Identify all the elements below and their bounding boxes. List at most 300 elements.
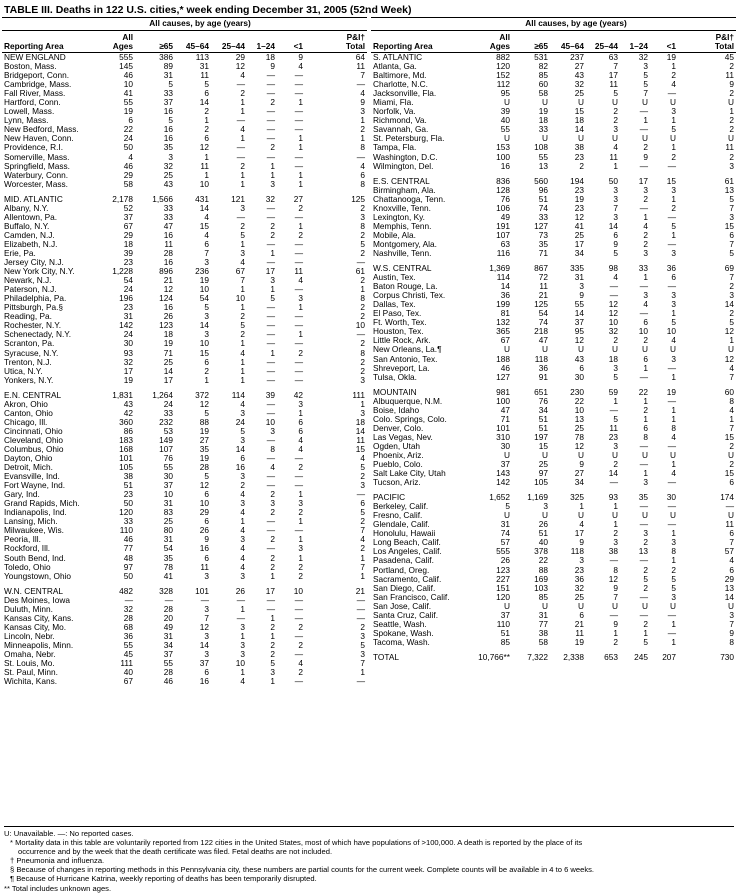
all-ages-cell: 57 <box>500 537 510 548</box>
age-lt1-cell: 1 <box>671 413 677 424</box>
all-ages-cell: 5 <box>505 501 510 512</box>
all-ages-cell: 43 <box>123 398 133 409</box>
age-65plus-cell: 103 <box>534 582 548 593</box>
age-65plus-cell: 89 <box>163 61 173 72</box>
age-lt1-cell: 3 <box>671 353 677 364</box>
age-25-44-cell: 2 <box>613 528 618 539</box>
age-45-64-cell: 9 <box>204 534 209 545</box>
age-1-24-cell: — <box>266 365 275 376</box>
age-lt1-cell: — <box>667 160 677 171</box>
age-1-24-cell: — <box>266 525 275 536</box>
age-65plus-cell: 26 <box>163 311 173 322</box>
age-25-44-cell: 5 <box>613 371 618 382</box>
age-45-64-cell: 194 <box>570 175 584 186</box>
age-45-64-cell: 55 <box>574 299 584 310</box>
all-ages-cell: 151 <box>496 582 510 593</box>
all-ages-cell: 74 <box>500 528 510 539</box>
age-1-24-cell: 2 <box>270 220 275 231</box>
all-ages-cell: U <box>504 133 510 144</box>
age-45-64-cell: 25 <box>574 591 584 602</box>
age-65plus-cell: 218 <box>534 326 548 337</box>
age-65plus-cell: U <box>542 133 548 144</box>
all-ages-cell: 24 <box>123 284 133 295</box>
age-lt1-cell: 2 <box>298 621 304 632</box>
pi-total-cell: 12 <box>724 326 735 337</box>
all-ages-cell: 67 <box>123 676 133 687</box>
age-1-24-cell: — <box>266 329 275 340</box>
area-cell: Baltimore, Md. <box>373 70 427 81</box>
age-1-24-cell: 3 <box>643 184 648 195</box>
area-cell: San Francisco, Calif. <box>373 591 450 602</box>
pi-total-cell: 3 <box>729 609 735 620</box>
age-lt1-cell: 10 <box>293 585 304 596</box>
age-25-44-cell: 16 <box>235 462 245 473</box>
age-1-24-cell: — <box>266 106 275 117</box>
age-65plus-cell: 28 <box>163 247 173 258</box>
age-25-44-cell: 63 <box>608 52 618 62</box>
age-1-24-cell: 3 <box>643 477 648 488</box>
pi-total-cell: 2 <box>729 308 735 319</box>
age-45-64-cell: 19 <box>574 636 584 647</box>
age-45-64-cell: 37 <box>199 658 209 669</box>
pi-total-cell: 4 <box>360 88 366 99</box>
all-ages-cell: 107 <box>496 229 510 240</box>
age-25-44-cell: 653 <box>604 651 618 662</box>
pi-total-cell: 5 <box>729 247 735 258</box>
age-65plus-cell: 80 <box>163 525 173 536</box>
age-25-44-cell: 12 <box>235 61 245 72</box>
pi-total-cell: 5 <box>360 238 366 249</box>
age-65plus-cell: — <box>164 594 173 605</box>
age-65plus-cell: U <box>542 510 548 521</box>
age-1-24-cell: 2 <box>643 193 648 204</box>
age-65plus-cell: 896 <box>159 266 173 277</box>
pi-total-cell: 9 <box>729 627 735 638</box>
age-1-24-cell: — <box>266 311 275 322</box>
age-25-44-cell: 38 <box>608 546 618 557</box>
age-45-64-cell: 4 <box>204 229 209 240</box>
age-1-24-cell: 1 <box>270 284 275 295</box>
all-ages-cell: 153 <box>496 142 510 153</box>
age-45-64-cell: 6 <box>204 552 209 563</box>
all-ages-cell: 49 <box>500 211 510 222</box>
age-45-64-cell: 32 <box>574 79 584 90</box>
age-45-64-cell: 17 <box>574 528 584 539</box>
age-lt1-cell: — <box>294 453 304 464</box>
pi-total-cell: 11 <box>725 142 735 153</box>
pi-total-cell: 29 <box>724 573 735 584</box>
all-ages-cell: 123 <box>496 564 510 575</box>
age-1-24-cell: U <box>642 97 648 108</box>
age-65plus-cell: 1,169 <box>527 492 548 503</box>
pi-total-cell: 15 <box>355 443 366 454</box>
all-ages-cell: 4 <box>128 151 133 162</box>
age-1-24-cell: — <box>266 124 275 135</box>
all-ages-cell: 482 <box>119 585 133 596</box>
age-65plus-cell: 73 <box>538 229 548 240</box>
area-cell: Fall River, Mass. <box>4 88 66 99</box>
age-45-64-cell: 32 <box>574 582 584 593</box>
pi-total-cell: U <box>728 600 735 611</box>
age-lt1-cell: 1 <box>671 528 677 539</box>
all-ages-cell: 152 <box>496 70 510 81</box>
area-cell: Little Rock, Ark. <box>373 335 431 346</box>
all-ages-cell: 77 <box>123 543 133 554</box>
age-1-24-cell: 3 <box>643 61 648 72</box>
age-lt1-cell: — <box>294 356 304 367</box>
pi-total-cell: U <box>728 449 735 460</box>
age-45-64-cell: 10 <box>199 338 209 349</box>
age-lt1-cell: 3 <box>671 106 677 117</box>
area-cell: Rockford, Ill. <box>4 543 51 554</box>
pi-total-cell: 125 <box>351 193 366 204</box>
area-cell: Ogden, Utah <box>373 440 421 451</box>
age-65plus-cell: 19 <box>163 338 173 349</box>
age-25-44-cell: 1 <box>613 627 618 638</box>
age-25-44-cell: 14 <box>235 443 245 454</box>
age-1-24-cell: 1 <box>643 362 648 373</box>
age-45-64-cell: 27 <box>574 61 584 72</box>
age-25-44-cell: 1 <box>240 365 245 376</box>
area-cell: PACIFIC <box>373 492 406 503</box>
pi-total-cell: 1 <box>360 570 366 581</box>
age-45-64-cell: 5 <box>204 79 209 90</box>
pi-total-cell: 9 <box>729 79 735 90</box>
age-lt1-cell: — <box>294 151 304 162</box>
area-cell: S. ATLANTIC <box>373 52 423 62</box>
age-25-44-cell: 4 <box>240 525 245 536</box>
age-65plus-cell: 55 <box>538 151 548 162</box>
age-45-64-cell: 237 <box>570 52 584 62</box>
area-cell: Trenton, N.J. <box>4 356 52 367</box>
age-lt1-cell: 1 <box>298 302 304 313</box>
age-lt1-cell: 4 <box>671 431 677 442</box>
age-25-44-cell: — <box>609 281 618 292</box>
age-lt1-cell: 1 <box>671 308 677 319</box>
age-25-44-cell: U <box>612 97 618 108</box>
all-ages-cell: 23 <box>123 489 133 500</box>
age-lt1-cell: 1 <box>298 142 304 153</box>
pi-total-cell: U <box>728 510 735 521</box>
age-1-24-cell: 17 <box>265 585 275 596</box>
age-1-24-cell: 3 <box>270 667 275 678</box>
age-45-64-cell: 101 <box>195 585 209 596</box>
pi-total-cell: 3 <box>729 211 735 222</box>
pi-total-cell: 2 <box>729 124 735 135</box>
age-45-64-cell: 12 <box>574 211 584 222</box>
table-row <box>371 318 736 327</box>
age-1-24-cell: 33 <box>638 263 648 274</box>
area-cell: Hartford, Conn. <box>4 97 61 108</box>
age-1-24-cell: 5 <box>643 636 648 647</box>
age-45-64-cell: U <box>578 133 584 144</box>
all-ages-cell: 1,228 <box>112 266 133 277</box>
area-cell: Cleveland, Ohio <box>4 434 64 445</box>
age-lt1-cell: 1 <box>298 407 304 418</box>
age-25-44-cell: 3 <box>240 621 245 632</box>
age-45-64-cell: 10 <box>199 284 209 295</box>
age-lt1-cell: 1 <box>298 534 304 545</box>
age-lt1-cell: — <box>294 124 304 135</box>
age-45-64-cell: 1 <box>204 374 209 385</box>
table-row <box>371 638 736 647</box>
age-25-44-cell: 3 <box>613 537 618 548</box>
age-1-24-cell: 2 <box>643 229 648 240</box>
table-row <box>2 358 367 367</box>
age-45-64-cell: U <box>578 344 584 355</box>
age-45-64-cell: 7 <box>204 612 209 623</box>
age-1-24-cell: 1 <box>270 160 275 171</box>
age-45-64-cell: 14 <box>574 124 584 135</box>
age-lt1-cell: — <box>294 284 304 295</box>
pi-total-cell: 4 <box>360 160 366 171</box>
all-ages-cell: 2,178 <box>112 193 133 204</box>
age-lt1-cell: — <box>667 519 677 530</box>
right-table-panel <box>371 17 736 662</box>
age-25-44-cell: 3 <box>240 534 245 545</box>
all-ages-cell: 46 <box>123 70 133 81</box>
age-1-24-cell: — <box>266 202 275 213</box>
pi-total-cell: 4 <box>360 453 366 464</box>
pi-total-cell: 7 <box>729 537 735 548</box>
age-65plus-cell: 867 <box>534 263 548 274</box>
pi-total-cell: 8 <box>360 293 366 304</box>
pi-total-cell: 1 <box>729 106 735 117</box>
age-25-44-cell: 2 <box>613 115 618 126</box>
age-65plus-cell: 531 <box>534 52 548 62</box>
region-row <box>371 53 736 63</box>
age-lt1-cell: 1 <box>671 193 677 204</box>
age-25-44-cell: 3 <box>240 471 245 482</box>
pi-total-cell: — <box>356 603 366 614</box>
age-45-64-cell: 15 <box>574 106 584 117</box>
pi-total-cell: 13 <box>724 184 735 195</box>
age-1-24-cell: 17 <box>265 266 275 277</box>
age-1-24-cell: 2 <box>270 534 275 545</box>
all-ages-cell: 81 <box>500 308 510 319</box>
age-25-44-cell: 3 <box>240 570 245 581</box>
footnote-asterisk: * Mortality data in this table are voluntarily reported from 122 cities in the United States, most of which have populations of >100,000. A death is reported by the place of its <box>10 838 583 848</box>
age-25-44-cell: U <box>612 449 618 460</box>
age-25-44-cell: 1 <box>240 284 245 295</box>
age-25-44-cell: 1 <box>240 667 245 678</box>
age-45-64-cell: U <box>578 97 584 108</box>
pi-total-cell: 7 <box>729 371 735 382</box>
col-header-pi-total: P&I† Total <box>678 31 736 53</box>
age-lt1-cell: 2 <box>298 462 304 473</box>
all-ages-cell: 31 <box>500 519 510 530</box>
area-cell: Cincinnati, Ohio <box>4 425 63 436</box>
age-25-44-cell: 1 <box>240 516 245 527</box>
pi-total-cell: 8 <box>360 178 366 189</box>
age-lt1-cell: 2 <box>298 229 304 240</box>
age-45-64-cell: 22 <box>574 395 584 406</box>
age-65plus-cell: 37 <box>163 649 173 659</box>
table-row <box>371 162 736 171</box>
all-ages-cell: 114 <box>496 272 510 283</box>
area-cell: Detroit, Mich. <box>4 462 53 473</box>
age-1-24-cell: 3 <box>270 498 275 509</box>
all-ages-cell: 10,766** <box>478 651 510 662</box>
pi-total-cell: 13 <box>724 582 735 593</box>
age-1-24-cell: 5 <box>270 293 275 304</box>
area-cell: Spokane, Wash. <box>373 627 434 638</box>
footnote-legend: U: Unavailable. —: No reported cases. <box>4 829 134 838</box>
age-65plus-cell: 40 <box>538 537 548 548</box>
area-cell: Montgomery, Ala. <box>373 238 437 249</box>
area-cell: Boise, Idaho <box>373 404 420 415</box>
pi-total-cell: 1 <box>360 667 366 678</box>
footnote-dagger: † Pneumonia and influenza. <box>10 856 105 866</box>
age-45-64-cell: 1 <box>204 169 209 180</box>
age-65plus-cell: 47 <box>163 220 173 231</box>
area-cell: Toledo, Ohio <box>4 561 51 572</box>
age-65plus-cell: 51 <box>538 193 548 204</box>
all-ages-cell: 40 <box>500 115 510 126</box>
age-65plus-cell: 24 <box>163 398 173 409</box>
table-row <box>2 180 367 189</box>
age-65plus-cell: 107 <box>159 443 173 454</box>
age-1-24-cell: 13 <box>638 546 648 557</box>
age-25-44-cell: U <box>612 600 618 611</box>
age-65plus-cell: 74 <box>538 317 548 328</box>
age-lt1-cell: 5 <box>671 573 677 584</box>
right-mortality-table <box>371 17 736 662</box>
age-lt1-cell: 2 <box>671 151 677 162</box>
table-row <box>371 249 736 258</box>
age-1-24-cell: — <box>639 202 648 213</box>
age-65plus-cell: 3 <box>168 151 173 162</box>
area-cell: Allentown, Pa. <box>4 211 58 222</box>
age-25-44-cell: 4 <box>240 70 245 81</box>
right-table-body <box>371 53 736 663</box>
age-65plus-cell: 11 <box>539 281 548 292</box>
pi-total-cell: 8 <box>360 347 366 358</box>
table-row <box>2 107 367 116</box>
age-lt1-cell: 4 <box>671 335 677 346</box>
age-45-64-cell: 19 <box>199 275 209 286</box>
all-ages-cell: 836 <box>496 175 510 186</box>
area-cell: Wichita, Kans. <box>4 676 58 687</box>
pi-total-cell: 1 <box>729 335 735 346</box>
age-45-64-cell: 3 <box>579 555 584 566</box>
area-cell: Tulsa, Okla. <box>373 371 417 382</box>
age-lt1-cell: — <box>667 281 677 292</box>
all-ages-cell: 28 <box>123 612 133 623</box>
pi-total-cell: 57 <box>724 546 735 557</box>
age-band-header: All causes, by age (years) <box>474 18 678 31</box>
age-1-24-cell: 6 <box>643 422 648 433</box>
age-lt1-cell: 42 <box>293 389 304 400</box>
age-65plus-cell: 21 <box>538 290 548 301</box>
age-65plus-cell: 35 <box>163 552 173 563</box>
age-25-44-cell: 10 <box>235 658 245 669</box>
table-row <box>371 397 736 406</box>
age-45-64-cell: 1 <box>204 115 209 126</box>
table-row <box>371 433 736 442</box>
age-lt1-cell: 19 <box>666 52 677 62</box>
age-65plus-cell: 16 <box>163 257 173 268</box>
age-45-64-cell: 118 <box>570 546 584 557</box>
age-lt1-cell: 8 <box>671 546 677 557</box>
age-1-24-cell: 32 <box>265 193 275 204</box>
all-ages-cell: 51 <box>123 480 133 491</box>
all-ages-cell: 58 <box>123 178 133 189</box>
all-ages-cell: 19 <box>123 374 133 385</box>
area-cell: Waterbury, Conn. <box>4 169 69 180</box>
age-1-24-cell: — <box>639 440 648 451</box>
area-cell: Corpus Christi, Tex. <box>373 290 446 301</box>
pi-total-cell: 2 <box>360 229 366 240</box>
age-lt1-cell: — <box>294 649 304 659</box>
age-45-64-cell: 88 <box>199 416 209 427</box>
pi-total-cell: 8 <box>360 220 366 231</box>
age-45-64-cell: 6 <box>204 356 209 367</box>
age-25-44-cell: 3 <box>613 362 618 373</box>
age-45-64-cell: 1 <box>579 501 584 512</box>
age-lt1-cell: U <box>670 133 677 144</box>
age-45-64-cell: 2 <box>204 106 209 117</box>
age-25-44-cell: 4 <box>240 561 245 572</box>
pi-total-cell: 45 <box>724 52 735 62</box>
pi-total-cell: 2 <box>729 61 735 72</box>
all-ages-cell: 168 <box>119 443 133 454</box>
age-45-64-cell: 34 <box>574 247 584 258</box>
age-45-64-cell: 28 <box>199 462 209 473</box>
age-45-64-cell: — <box>200 594 209 605</box>
age-45-64-cell: U <box>578 600 584 611</box>
area-cell: Newark, N.J. <box>4 275 52 286</box>
pi-total-cell: U <box>728 97 735 108</box>
age-65plus-cell: 25 <box>163 356 173 367</box>
table-row <box>2 98 367 107</box>
area-cell: Albuquerque, N.M. <box>373 395 443 406</box>
area-cell: Tacoma, Wash. <box>373 636 430 647</box>
age-lt1-cell: 2 <box>671 70 677 81</box>
age-lt1-cell: — <box>294 525 304 536</box>
all-ages-cell: 17 <box>123 365 133 376</box>
pi-total-cell: 3 <box>360 374 366 385</box>
area-cell: Des Moines, Iowa <box>4 594 70 605</box>
age-65plus-cell: 55 <box>163 462 173 473</box>
col-header-area: Reporting Area <box>2 31 95 53</box>
all-ages-cell: U <box>504 97 510 108</box>
pi-total-cell: 69 <box>724 263 735 274</box>
area-cell: Wilmington, Del. <box>373 160 434 171</box>
age-1-24-cell: — <box>266 434 275 445</box>
age-lt1-cell: 5 <box>671 317 677 328</box>
age-25-44-cell: 17 <box>608 70 618 81</box>
age-45-64-cell: 25 <box>574 229 584 240</box>
age-25-44-cell: 2 <box>240 160 245 171</box>
pi-total-cell: 7 <box>729 618 735 629</box>
age-25-44-cell: 4 <box>240 552 245 563</box>
age-1-24-cell: 1 <box>270 570 275 581</box>
area-cell: Savannah, Ga. <box>373 124 429 135</box>
age-lt1-cell: — <box>667 501 677 512</box>
age-lt1-cell: — <box>294 338 304 349</box>
pi-total-cell: 4 <box>729 404 735 415</box>
area-cell: Seattle, Wash. <box>373 618 427 629</box>
table-row <box>371 291 736 300</box>
area-cell: MOUNTAIN <box>373 386 417 397</box>
pi-total-cell: — <box>356 151 366 162</box>
age-25-44-cell: 6 <box>240 453 245 464</box>
age-lt1-cell: 10 <box>666 326 677 337</box>
age-65plus-cell: 71 <box>538 247 548 258</box>
age-45-64-cell: 15 <box>199 220 209 231</box>
age-lt1-cell: 6 <box>298 425 304 436</box>
